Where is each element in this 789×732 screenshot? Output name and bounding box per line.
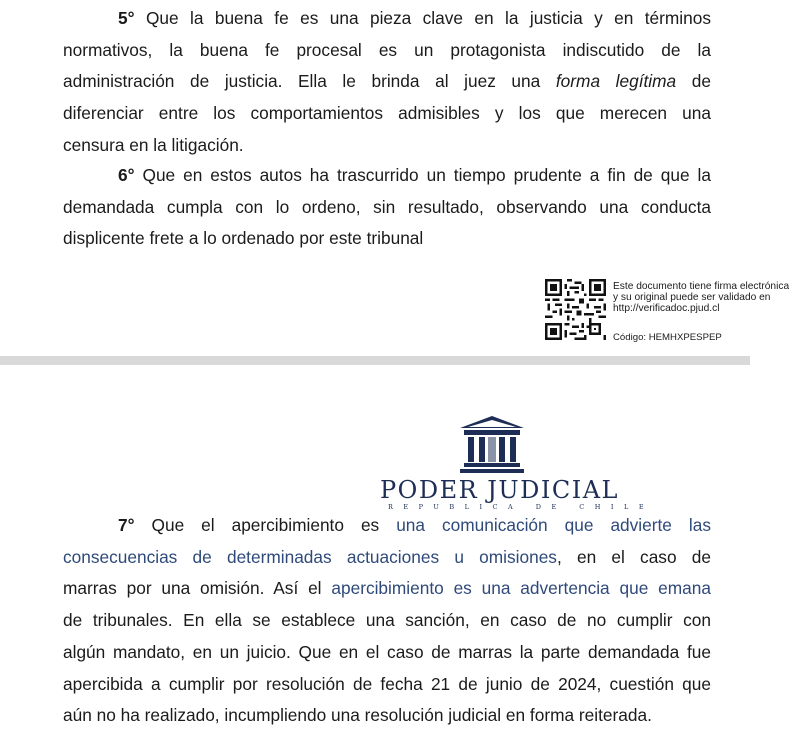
signature-notice (613, 281, 789, 314)
paragraph-7-number: 7° (118, 515, 135, 535)
document-page-2 (0, 365, 750, 729)
electronic-signature-block (545, 279, 789, 345)
paragraph-5-line-4: diferenciar entre los comportamientos admisibles y los que merecen una (63, 103, 711, 124)
paragraph-6-line-2: demandada cumpla con lo ordeno, sin resultado, observando una conducta (63, 196, 711, 217)
paragraph-5-line-5: censura en la litigación. (63, 134, 244, 155)
paragraph-5-line-1: 5° Que la buena fe es una pieza clave en la justicia y en términos (118, 8, 711, 28)
logo-title: PODER JUDICIAL (380, 476, 619, 504)
paragraph-7-line-5: algún mandato, en un juicio. Que en el caso de marras la parte demandada fue (63, 641, 711, 662)
paragraph-7 (63, 510, 711, 732)
paragraph-5-line-3: administración de justicia. Ella le brinda al juez una forma legítima de (63, 71, 711, 92)
signature-code: Código: HEMHXPESPEP (613, 332, 722, 343)
italic-phrase: forma legítima (555, 71, 677, 92)
document-page-1 (0, 0, 789, 356)
highlighted-text: apercibimiento es una advertencia que emana (331, 578, 711, 599)
paragraph-5-number: 5° (118, 8, 135, 28)
courthouse-icon (458, 414, 526, 474)
signature-url-link[interactable]: http://verificadoc.pjud.cl (613, 303, 720, 314)
signature-notice-line-2: y su original puede ser validado en (613, 292, 771, 303)
signature-notice-line-1: Este documento tiene firma electrónica (613, 281, 789, 292)
page-separator (0, 356, 750, 365)
logo-subtitle: REPUBLICA DE CHILE (388, 503, 655, 511)
paragraph-6-line-1: 6° Que en estos autos ha trascurrido un tiempo prudente a fin de que la (118, 165, 711, 185)
paragraph-7-line-3: marras por una omisión. Así el apercibimiento es una advertencia que emana (63, 578, 711, 599)
highlighted-text: consecuencias de determinadas actuaciones u omisiones (63, 546, 557, 567)
paragraph-6-line-3: displicente frete a lo ordenado por este tribunal (63, 228, 424, 249)
paragraph-7-line-2: consecuencias de determinadas actuaciones u omisiones, en el caso de (63, 546, 711, 567)
paragraph-5 (63, 3, 711, 162)
paragraph-7-line-6: apercibida a cumplir por resolución de fecha 21 de junio de 2024, cuestión que (63, 673, 711, 694)
qr-code-icon (545, 279, 606, 340)
poder-judicial-logo (380, 414, 655, 514)
paragraph-6 (63, 160, 711, 255)
paragraph-6-number: 6° (118, 165, 135, 185)
highlighted-text: una comunicación que advierte las (396, 515, 711, 535)
paragraph-7-line-7: aún no ha realizado, incumpliendo una resolución judicial en forma reiterada. (63, 705, 652, 726)
paragraph-7-line-1: 7° Que el apercibimiento es una comunicación que advierte las (118, 515, 711, 535)
paragraph-5-line-2: normativos, la buena fe procesal es un protagonista indiscutido de la (63, 39, 711, 60)
paragraph-7-line-4: de tribunales. En ella se establece una sanción, en caso de no cumplir con (63, 610, 711, 631)
